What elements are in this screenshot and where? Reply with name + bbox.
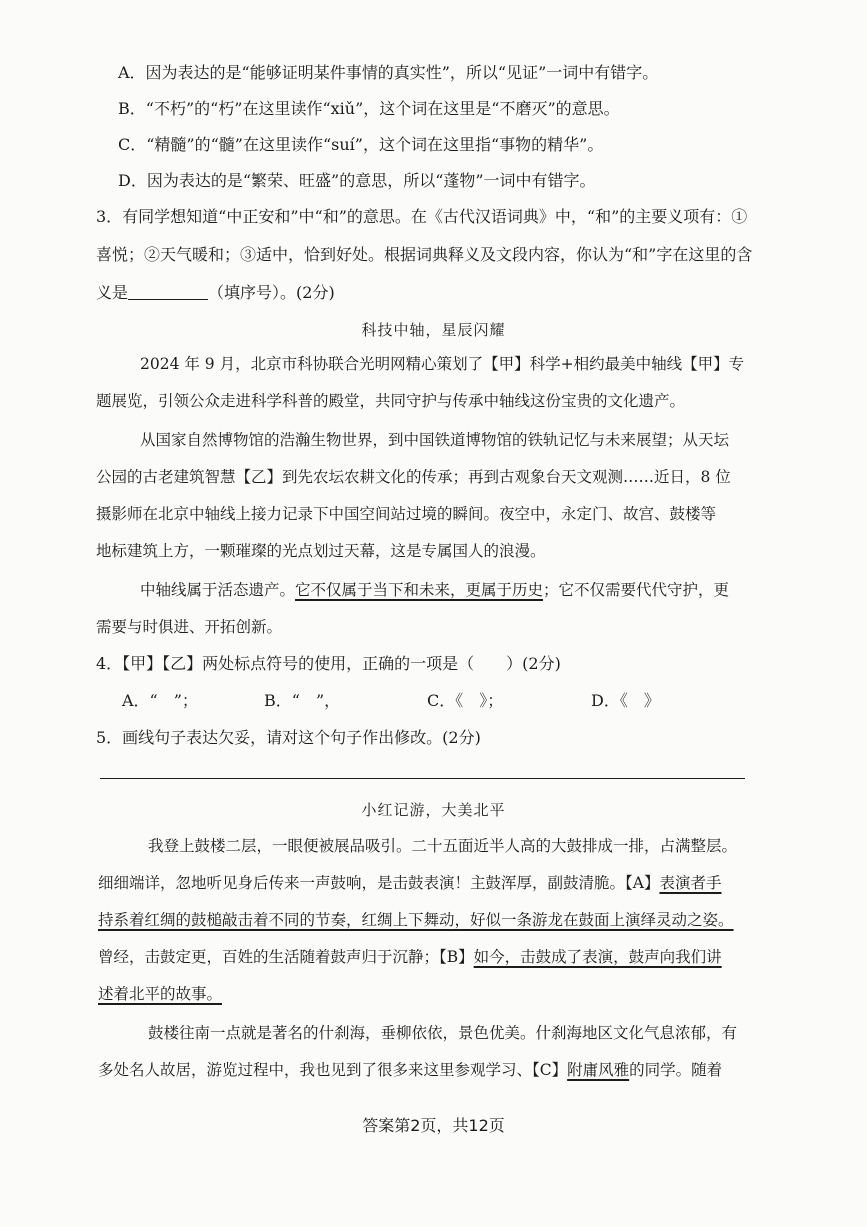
section-divider — [100, 778, 745, 779]
passage1-para2-line1: 从国家自然博物馆的浩瀚生物世界，到中国铁道博物馆的铁轨记忆与未来展望；从天坛 — [140, 431, 730, 449]
page-footer: 答案第2页，共12页 — [362, 1116, 505, 1135]
passage2-para2-line2-prefix: 多处名人故居，游览过程中，我也见到了很多来这里参观学习、【C】 — [98, 1061, 568, 1079]
q5-stem: 5．画线句子表达欠妥，请对这个句子作出修改。(2分) — [96, 728, 481, 747]
q3-answer-blank[interactable] — [128, 283, 208, 300]
passage1-title: 科技中轴，星辰闪耀 — [361, 321, 506, 339]
passage1-para3-line2: 需要与时俱进、开拓创新。 — [96, 618, 283, 636]
passage1-para2-line3: 摄影师在北京中轴线上接力记录下中国空间站过境的瞬间。夜空中，永定门、故宫、鼓楼等 — [96, 505, 717, 523]
q2-option-a: A．因为表达的是“能够证明某件事情的真实性”，所以“见证”一词中有错字。 — [118, 63, 659, 82]
underlined-sentence: 它不仅属于当下和未来，更属于历史 — [295, 581, 544, 599]
underlined-sentence-b-end: 述着北平的故事。 — [98, 985, 223, 1003]
q4-option-a: A．“ ”； — [122, 691, 198, 710]
passage2-para2-line2 — [98, 1060, 722, 1080]
passage1-para1-line1: 2024 年 9 月，北京市科协联合光明网精心策划了【甲】科学+相约最美中轴线【甲】专 — [140, 355, 745, 373]
passage2-para2-line1: 鼓楼往南一点就是著名的什刹海，垂柳依依，景色优美。什刹海地区文化气息浓郁，有 — [148, 1024, 738, 1042]
passage2-para1-line3 — [98, 910, 734, 930]
q3-line-2: 喜悦；②天气暖和；③适中，恰到好处。根据词典释义及文段内容，你认为“和”字在这里的含 — [96, 245, 753, 264]
q3-line-3 — [96, 283, 335, 303]
passage2-para1-line1: 我登上鼓楼二层，一眼便被展品吸引。二十五面近半人高的大鼓排成一排，占满整层。 — [148, 837, 738, 855]
q3-line-3-suffix: （填序号）。(2分) — [208, 283, 335, 302]
underlined-sentence-b-start: 如今，击鼓成了表演，鼓声向我们讲 — [473, 948, 722, 966]
passage1-para3-suffix: ；它不仅需要代代守护，更 — [543, 581, 730, 599]
passage2-para1-line2 — [98, 873, 721, 893]
passage2-title: 小红记游，大美北平 — [361, 801, 506, 819]
passage2-para1-line5 — [98, 984, 222, 1004]
passage2-para1-line4-prefix: 曾经，击鼓定更，百姓的生活随着鼓声归于沉静；【B】 — [98, 948, 474, 966]
q4-option-d: D．《 》 — [591, 691, 660, 710]
passage2-para2-line2-suffix: 的同学。随着 — [629, 1061, 723, 1079]
passage1-para3-line1 — [140, 580, 729, 600]
q4-option-c: C．《 》； — [427, 691, 504, 710]
passage1-para1-line2: 题展览，引领公众走进科学科普的殿堂，共同守护与传承中轴线这份宝贵的文化遗产。 — [96, 392, 686, 410]
passage1-para2-line2: 公园的古老建筑智慧【乙】到先农坛农耕文化的传承；再到古观象台天文观测……近日，8 位 — [96, 468, 731, 486]
q2-option-d: D．因为表达的是“繁荣、旺盛”的意思，所以“蓬物”一词中有错字。 — [118, 171, 596, 190]
passage2-para1-line2-prefix: 细细端详，忽地听见身后传来一声鼓响，是击鼓表演！主鼓浑厚，副鼓清脆。【A】 — [98, 874, 660, 892]
q3-line-3-prefix: 义是 — [96, 283, 129, 302]
underlined-sentence-a-start: 表演者手 — [659, 874, 722, 892]
q3-line-1: 3．有同学想知道“中正安和”中“和”的意思。在《古代汉语词典》中，“和”的主要义项有：① — [96, 207, 748, 226]
q4-option-b: B．“ ”， — [264, 691, 341, 710]
q4-stem: 4．【甲】【乙】两处标点符号的使用，正确的一项是（ ）(2分) — [96, 654, 561, 673]
passage1-para2-line4: 地标建筑上方，一颗璀璨的光点划过天幕，这是专属国人的浪漫。 — [96, 542, 546, 560]
underlined-phrase-c: 附庸风雅 — [567, 1061, 630, 1079]
passage1-para3-prefix: 中轴线属于活态遗产。 — [140, 581, 296, 599]
q2-option-c: C．“精髓”的“髓”在这里读作“suí”，这个词在这里指“事物的精华”。 — [118, 135, 604, 154]
passage2-para1-line4 — [98, 947, 722, 967]
underlined-sentence-a-end: 持系着红绸的鼓槌敲击着不同的节奏，红绸上下舞动，好似一条游龙在鼓面上演绎灵动之姿。 — [98, 911, 734, 929]
q2-option-b: B．“不朽”的“朽”在这里读作“xiǔ”，这个词在这里是“不磨灭”的意思。 — [118, 99, 620, 118]
